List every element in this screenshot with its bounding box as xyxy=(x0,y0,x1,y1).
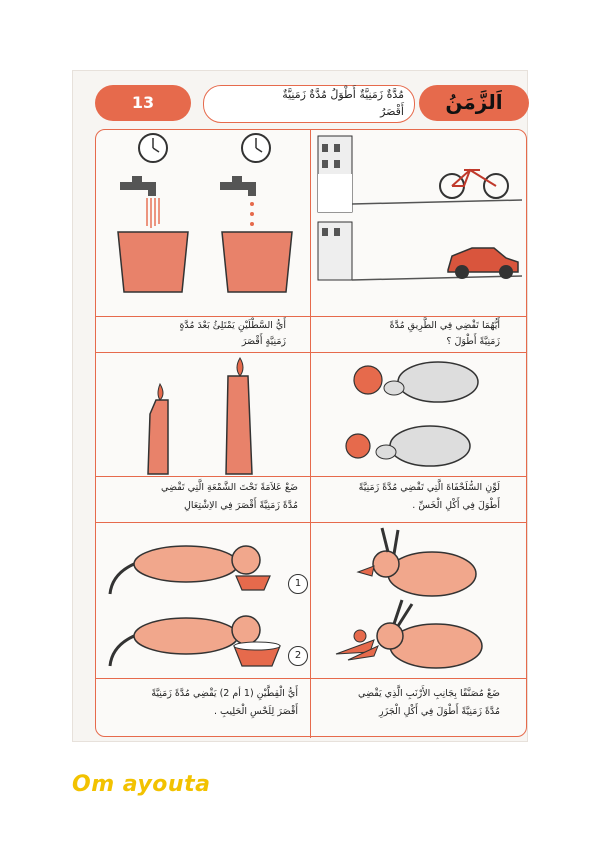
cat-icon xyxy=(110,616,260,666)
caption-vehicles-line-1: أَيُّهُمَا تَقْضِي فِي الطَّرِيقِ مُدَّةً xyxy=(389,320,500,331)
milk-bowl-icon xyxy=(236,576,270,590)
caption-buckets-line-1: أَيُّ السَّطْلَيْنِ يَمْتَلِئُ بَعْدَ مُدَّةٍ xyxy=(179,320,286,331)
caption-cats-line-1: أَيُّ الْقِطَّيْنِ (1 أم 2) يَقْضِي مُدَّةً زَمَنِيَّةً xyxy=(151,688,298,699)
carrot-icon xyxy=(336,630,378,660)
rabbit-icon xyxy=(377,600,482,668)
clock-icon xyxy=(242,134,270,162)
row-divider-2b xyxy=(96,522,526,523)
carrot-icon xyxy=(358,566,374,576)
tortoise-icon xyxy=(376,426,470,466)
page-header xyxy=(95,81,527,125)
caption-tortoises-line-2: أَطْوَلَ فِي أَكْلِ الْخَسِّ . xyxy=(412,500,500,511)
candle-icon xyxy=(226,358,252,474)
bicycle-icon xyxy=(440,170,508,198)
caption-rabbits-line-1: ضَعْ مُصَنَّقًا بِجَانِبِ الأَرْنَبِ الَّذِي يَقْضِي xyxy=(358,688,500,699)
tap-icon xyxy=(220,176,256,196)
cats-illustration xyxy=(96,524,310,678)
milk-bowl-icon xyxy=(234,642,280,666)
column-divider xyxy=(310,130,311,738)
clock-icon xyxy=(139,134,167,162)
page-number-badge xyxy=(95,85,191,121)
row-divider-2 xyxy=(96,476,526,477)
subtitle-banner xyxy=(203,85,415,123)
marker-cat-2: 2 xyxy=(288,646,308,666)
car-icon xyxy=(448,248,518,279)
subtitle-line-1: مُدَّةٌ زَمَنِيَّةٌ أَطْوَلُ مُدَّةٌ زَمَنِيَّةٌ xyxy=(282,88,404,101)
water-drops xyxy=(250,202,254,226)
caption-candles-line-1: ضَعْ عَلاَمَةً تَحْتَ الشَّمْعَةِ الَّتِي تَقْضِي xyxy=(161,482,298,493)
caption-buckets-line-2: زَمَنِيَّةٍ أَقْصَرَ xyxy=(241,336,286,347)
tortoise-icon xyxy=(384,362,478,402)
caption-rabbits-line-2: مُدَّةً زَمَنِيَّةً أَطْوَلَ فِي أَكْلِ الْجَزَرِ xyxy=(379,706,500,717)
row-divider-1b xyxy=(96,352,526,353)
bucket-icon xyxy=(222,232,292,292)
marker-cat-1: 1 xyxy=(288,574,308,594)
page-number: 13 xyxy=(131,93,155,112)
rabbits-illustration xyxy=(312,524,526,678)
exercise-frame xyxy=(95,129,527,737)
workbook-page xyxy=(72,70,528,742)
subtitle-line-2: أَقْصَرُ xyxy=(380,105,404,118)
taps-buckets-illustration xyxy=(96,130,310,316)
cat-icon xyxy=(110,546,260,594)
water-stream xyxy=(146,198,160,228)
bucket-icon xyxy=(118,232,188,292)
caption-cats-line-2: أَقْصَرَ لِلَحْسِ الْحَلِيبِ . xyxy=(213,706,298,717)
lettuce-icon xyxy=(346,366,382,458)
rabbit-icon xyxy=(373,528,476,596)
tap-icon xyxy=(120,176,156,196)
caption-vehicles-line-2: زَمَنِيَّةً أَطْوَلَ ؟ xyxy=(446,336,500,347)
title-badge xyxy=(419,85,529,121)
candles-illustration xyxy=(96,354,310,476)
caption-candles-line-2: مُدَّةً زَمَنِيَّةً أَقْصَرَ فِي الاِشْتِعَالِ xyxy=(183,500,298,511)
caption-tortoises-line-1: لَوِّنِ السُّلَحْفَاةَ الَّتِي تَقْضِي مُدَّةً زَمَنِيَّةً xyxy=(358,482,500,493)
bike-car-illustration xyxy=(312,130,526,316)
page-title: اَلزَّمَنُ xyxy=(445,90,503,114)
candle-icon xyxy=(148,384,168,474)
row-divider-3 xyxy=(96,678,526,679)
row-divider-1 xyxy=(96,316,526,317)
tortoises-illustration xyxy=(312,354,526,476)
watermark-logo: Om ayouta xyxy=(72,772,211,797)
